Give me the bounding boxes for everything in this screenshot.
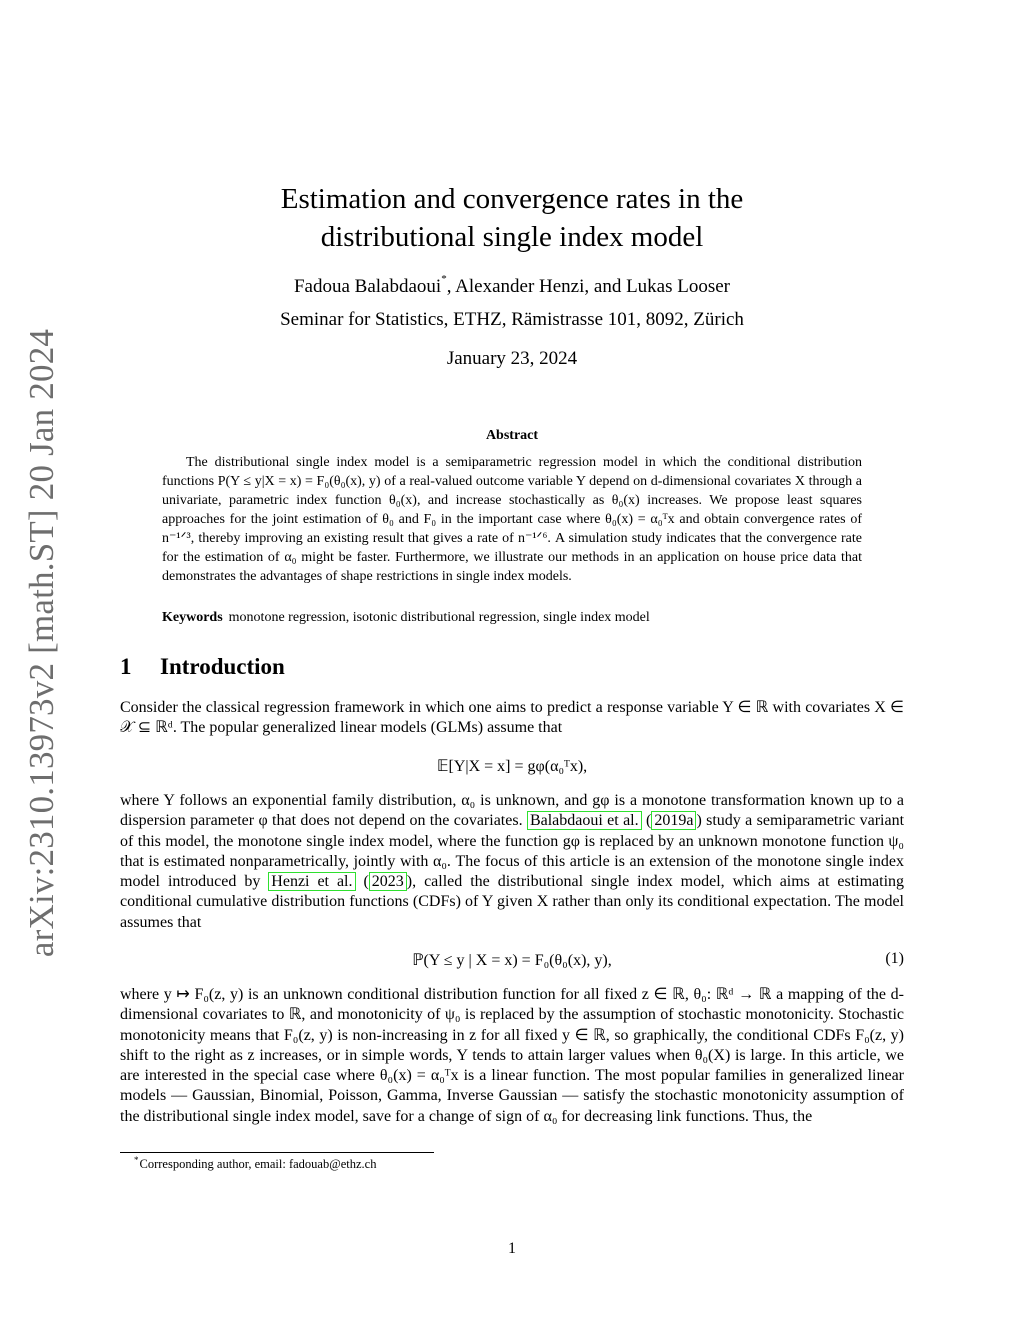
arxiv-stamp-text: arXiv:2310.13973v2 [math.ST] 20 Jan 2024 [22, 328, 61, 957]
section-heading [120, 654, 285, 680]
citation-link-henzi[interactable]: Henzi et al. [268, 872, 355, 891]
author-rest: , Alexander Henzi, and Lukas Looser [446, 276, 731, 297]
citation-year-2019a[interactable]: 2019a [651, 811, 696, 830]
body-paragraph-2 [120, 791, 904, 933]
keywords-label: Keywords [162, 610, 223, 625]
keywords [162, 608, 862, 627]
para-2-before-cite: where Y follows an exponential family distribution, α₀ is unknown, and gφ is a monotone transformation known up to a dispersion parameter φ that does not depend on the covariates. [120, 792, 904, 830]
citation-year-2023[interactable]: 2023 [369, 872, 407, 891]
equation-number: (1) [885, 950, 904, 967]
page-number: 1 [508, 1240, 516, 1257]
footnote-text: Corresponding author, email: fadouab@ethz.ch [139, 1157, 377, 1171]
abstract-heading: Abstract [485, 428, 539, 443]
citation-link-balabdaoui[interactable]: Balabdaoui et al. [527, 811, 642, 830]
paper-date: January 23, 2024 [446, 348, 578, 369]
section-number: 1 [120, 654, 132, 679]
equation-model-text: ℙ(Y ≤ y | X = x) = F₀(θ₀(x), y), [412, 952, 612, 969]
para-2-between-cites: study a semiparametric variant of this model, the monotone single index model, where the function gφ is replaced by an unknown monotone function ψ₀ that is estimated nonparametrically, jointly with α₀. The focus of this article is an extension of the monotone single index model introduced by [120, 812, 905, 891]
author-footnote-mark[interactable]: * [441, 273, 447, 285]
title-line-1: Estimation and convergence rates in the [280, 183, 744, 215]
paper-title [120, 180, 904, 256]
equation-model [120, 950, 904, 970]
arxiv-stamp [12, 328, 72, 957]
para-2: where Y follows an exponential family distribution, α₀ is unknown, and gφ is a monotone transformation known up to a dispersion parameter φ that does not depend on the covariates. Balabdaoui et al. ( 2019a ) study a semiparametric variant of this model, the monotone single index model, where the function gφ is replaced by an unknown monotone function ψ₀ that is estimated nonparametrically, jointly with α₀. The focus of this article is an extension of the monotone single index model introduced by Henzi et al. ( 2023 ), called the distributional single index model, which aims at estimating conditional cumulative distribution functions (CDFs) of Y given X rather than only its conditional expectation. The model assumes that [120, 792, 905, 931]
body-paragraph-3 [120, 985, 904, 1127]
section-title: Introduction [160, 654, 285, 679]
affiliation: Seminar for Statistics, ETHZ, Rämistrasse 101, 8092, Zürich [280, 309, 744, 330]
footnote-mark: * [134, 1155, 139, 1165]
footnote [120, 1157, 918, 1172]
body-paragraph-1 [120, 698, 904, 739]
abstract-text: The distributional single index model is a semiparametric regression model in which the conditional distribution functions P(Y ≤ y|X = x) = F₀(θ₀(x), y) of a real-valued outcome variable Y depend on d-dimensional covariates X through a univariate, parametric index function θ₀(x), and increase stochastically as θ₀(x) increases. We propose least squares approaches for the joint estimation of θ₀ and F₀ in the important case where θ₀(x) = α₀ᵀx and obtain convergence rates of n⁻¹ᐟ³, thereby improving an existing result that gives a rate of n⁻¹ᐟ⁶. A simulation study indicates that the convergence rate for the estimation of α₀ might be faster. Furthermore, we illustrate our methods in an application on house price data that demonstrates the advantages of shape restrictions in single index models. [162, 455, 862, 584]
para-2-after-cites: , called the distributional single index model, which aims at estimating conditional cumulative distribution functions (CDFs) of Y given X rather than only its conditional expectation. The model assumes that [120, 873, 905, 931]
author-list [120, 273, 904, 298]
keywords-text: monotone regression, isotonic distributional regression, single index model [228, 610, 650, 625]
title-line-2: distributional single index model [320, 221, 704, 253]
abstract [162, 453, 862, 586]
footnote-rule [120, 1152, 434, 1153]
equation-glm: 𝔼[Y|X = x] = gφ(α₀ᵀx), [436, 758, 588, 775]
para-3: where y ↦ F₀(z, y) is an unknown conditional distribution function for all fixed z ∈ ℝ, θ₀: ℝᵈ → ℝ a mapping of the d-dimensional covariates to ℝ, and monotonicity of ψ₀ is replaced by the assumption of stochastic monotonicity. Stochastic monotonicity means that F₀(z, y) is non-increasing in z for all fixed y ∈ ℝ, so graphically, the conditional CDFs F₀(z, y) shift to the right as z increases, or in simple words, Y tends to attain larger values when θ₀(X) is large. In this article, we are interested in the special case where θ₀(x) = α₀ᵀx is a linear function. The most popular families in generalized linear models — Gaussian, Binomial, Poisson, Gamma, Inverse Gaussian — satisfy the stochastic monotonicity assumption of the distributional single index model, save for a change of sign of α₀ for decreasing link functions. Thus, the [120, 986, 904, 1125]
author-first: Fadoua Balabdaoui [293, 276, 442, 297]
para-1: Consider the classical regression framework in which one aims to predict a response variable Y ∈ ℝ with covariates X ∈ 𝒳 ⊆ ℝᵈ. The popular generalized linear models (GLMs) assume that [120, 699, 904, 737]
